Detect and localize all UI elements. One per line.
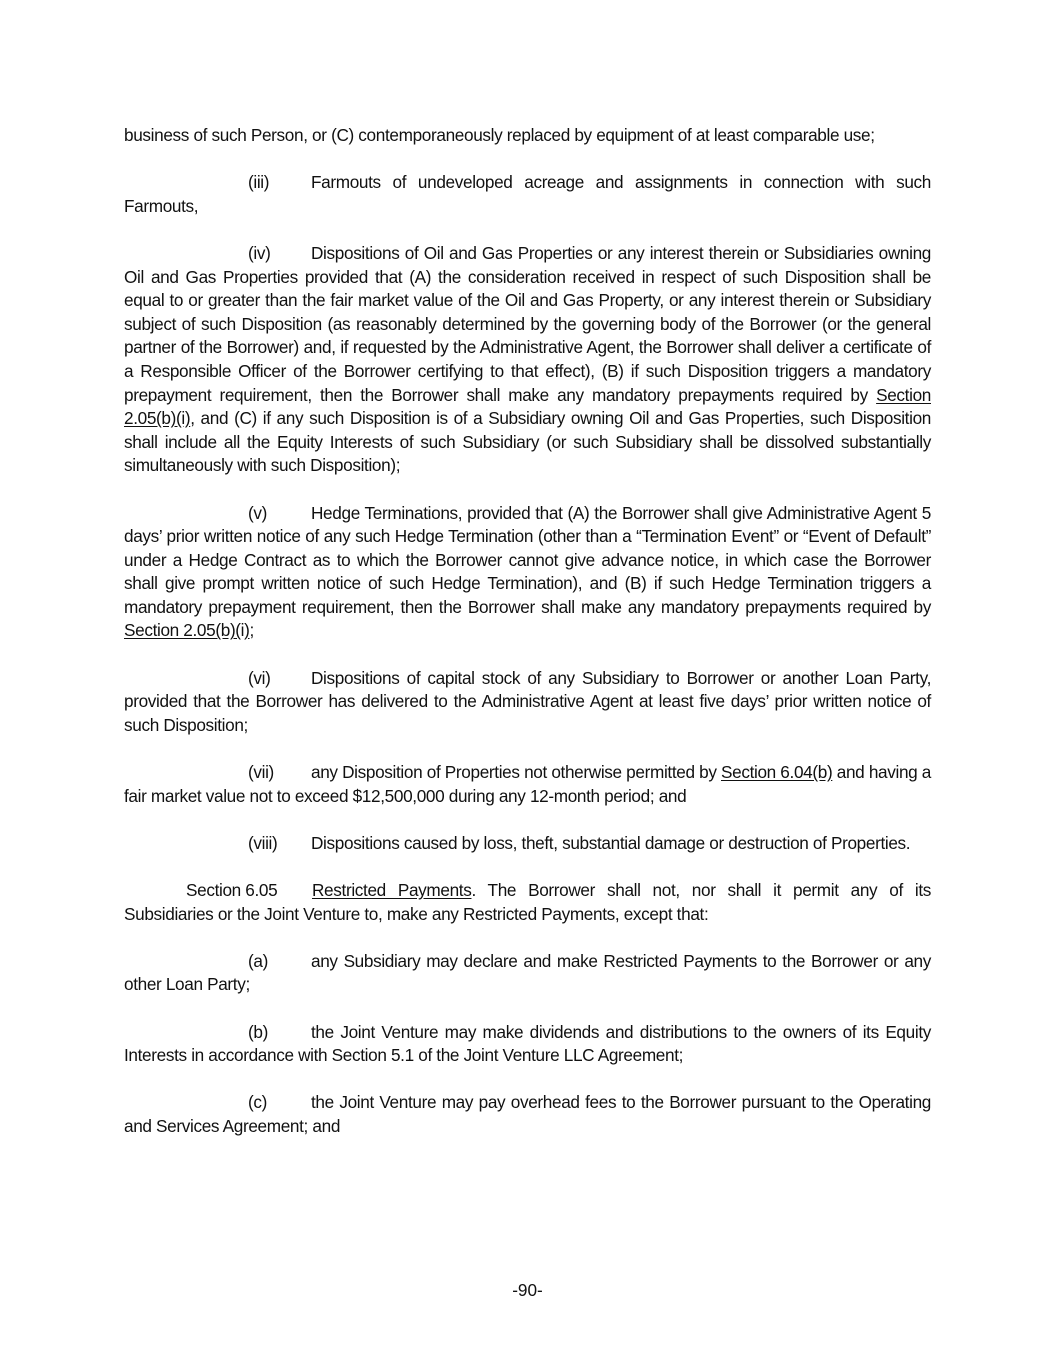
paragraph-text: business of such Person, or (C) contemporaneously replaced by equipment of at least comparable use; [124, 125, 875, 145]
clause-text: any Disposition of Properties not otherwise permitted by [311, 762, 721, 783]
section-6-05 [124, 879, 931, 926]
section-number: Section 6.05 [186, 880, 278, 900]
clause-iv [124, 242, 931, 478]
clause-v [124, 502, 931, 644]
document-page [124, 124, 931, 1162]
clause-text: Dispositions of capital stock of any Subsidiary to Borrower or another Loan Party, provided that the Borrower has delivered to the Administrative Agent at least five days’ prior written notice of such Disposition; [124, 667, 931, 735]
clause-text: Dispositions caused by loss, theft, substantial damage or destruction of Properties. [311, 832, 911, 853]
clause-label: (vi) [248, 667, 271, 688]
clause-text: , and (C) if any such Disposition is of a Subsidiary owning Oil and Gas Properties, such Disposition shall include all the Equity Interests of such Subsidiary (or such Subsidiary shall be dissolved substantially simultaneously with such Disposition); [124, 408, 931, 476]
section-reference-link[interactable]: Section 2.05(b)(i) [124, 384, 931, 429]
paragraph-continuation [124, 124, 931, 148]
section-heading: Restricted Payments [312, 880, 472, 900]
clause-a [124, 950, 931, 997]
clause-c [124, 1091, 931, 1138]
clause-text: ; [249, 620, 254, 641]
clause-label: (iii) [248, 172, 270, 193]
clause-viii [124, 832, 931, 856]
clause-label: (c) [248, 1092, 267, 1113]
clause-label: (viii) [248, 832, 278, 853]
clause-text: the Joint Venture may pay overhead fees to the Borrower pursuant to the Operating and Services Agreement; and [124, 1092, 931, 1136]
clause-text: the Joint Venture may make dividends and distributions to the owners of its Equity Interests in accordance with Section 5.1 of the Joint Venture LLC Agreement; [124, 1021, 931, 1066]
clause-text: any Subsidiary may declare and make Restricted Payments to the Borrower or any other Loan Party; [124, 950, 931, 995]
clause-label: (iv) [248, 242, 271, 263]
clause-iii [124, 171, 931, 218]
section-reference-link[interactable]: Section 2.05(b)(i) [124, 620, 250, 641]
section-text: . The Borrower shall not, nor shall it permit any of its Subsidiaries or the Joint Venture to, make any Restricted Payments, except that: [124, 880, 931, 924]
clause-text: Dispositions of Oil and Gas Properties or any interest therein or Subsidiaries owning Oil and Gas Properties provided that (A) the consideration received in respect of such Disposition shall be equal to or greater than the fair market value of the Oil and Gas Property, or any interest therein or Subsidiary subject of such Disposition (as reasonably determined by the governing body of the Borrower (or the general partner of the Borrower) and, if requested by the Administrative Agent, the Borrower shall deliver a certificate of a Responsible Officer of the Borrower certifying to that effect), (B) if such Disposition triggers a mandatory prepayment requirement, then the Borrower shall make any mandatory prepayments required by [124, 242, 931, 405]
section-reference-link[interactable]: Section 6.04(b) [721, 762, 833, 783]
clause-vii [124, 761, 931, 808]
clause-label: (vii) [248, 762, 274, 783]
clause-label: (b) [248, 1021, 268, 1042]
clause-b [124, 1021, 931, 1068]
clause-text: Farmouts of undeveloped acreage and assignments in connection with such Farmouts, [124, 172, 931, 216]
clause-label: (a) [248, 950, 268, 971]
clause-vi [124, 667, 931, 738]
clause-label: (v) [248, 502, 267, 523]
clause-text: Hedge Terminations, provided that (A) the Borrower shall give Administrative Agent 5 days’ prior written notice of any such Hedge Termination (other than a “Termination Event” or “Event of Default” under a Hedge Contract as to which the Borrower cannot give advance notice, in which case the Borrower shall give prompt written notice of such Hedge Termination), and (B) if such Hedge Termination triggers a mandatory prepayment requirement, then the Borrower shall make any mandatory prepayments required by [124, 502, 931, 617]
clause-text: and having a fair market value not to exceed $12,500,000 during any 12-month period; and [124, 762, 932, 806]
page-number: -90- [512, 1280, 543, 1300]
